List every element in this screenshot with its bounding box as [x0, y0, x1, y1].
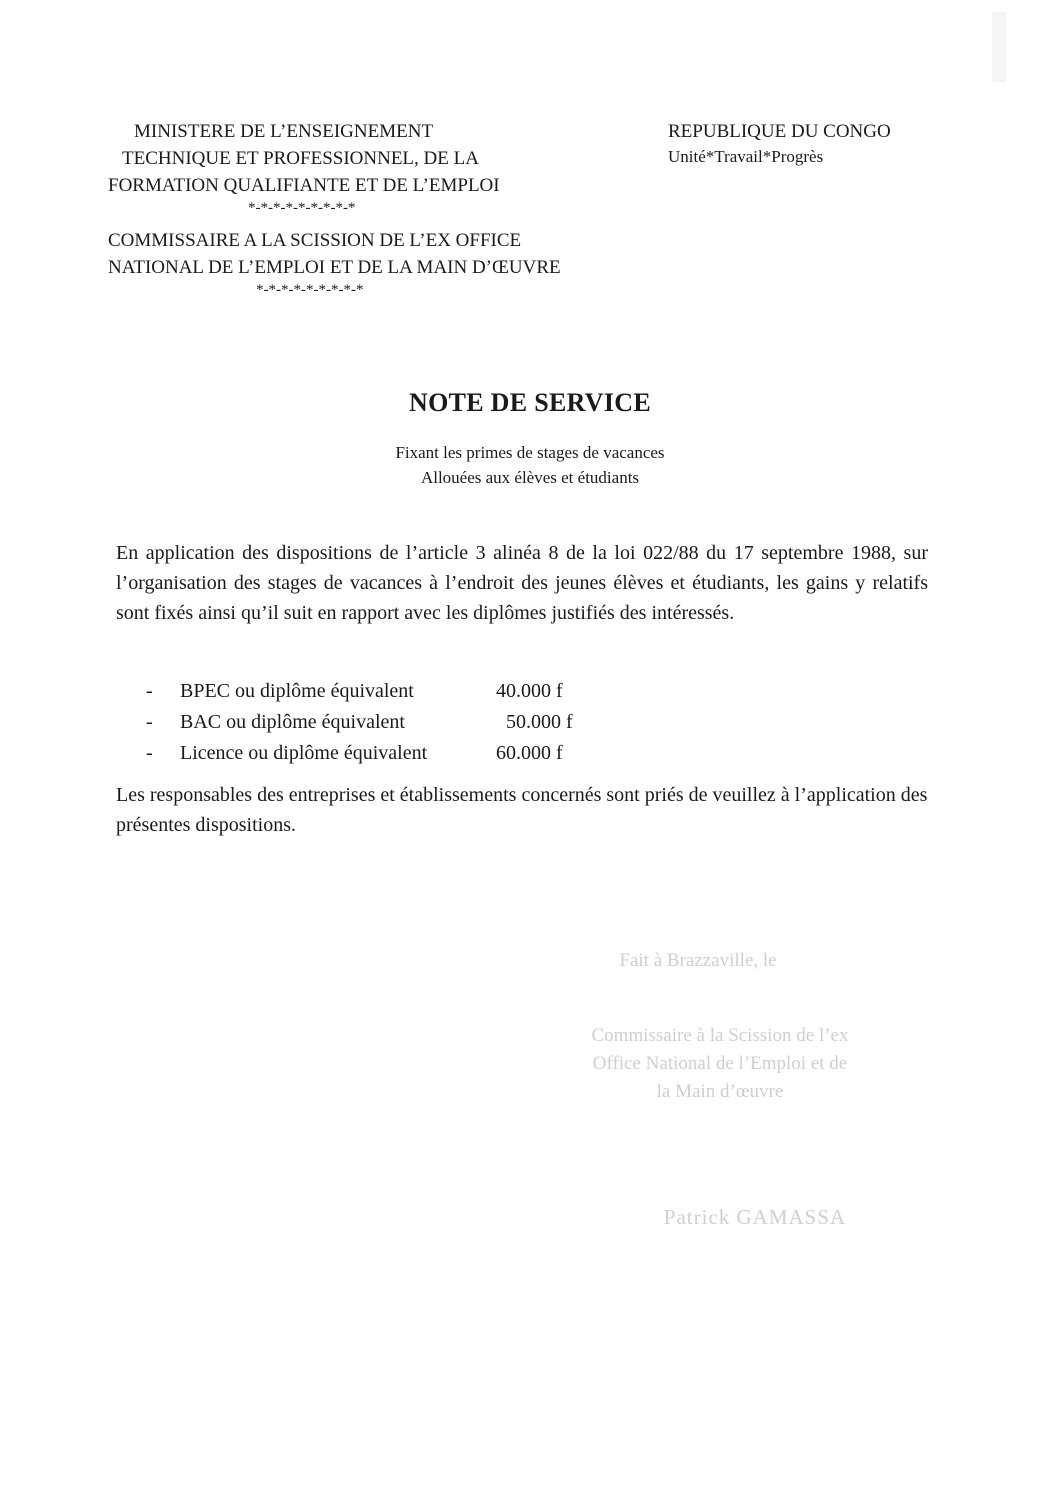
body-paragraph: Les responsables des entreprises et établissements concernés sont priés de veuillez à l’application des présentes dispositions.	[116, 784, 928, 836]
list-item	[146, 676, 573, 707]
body-paragraph: En application des dispositions de l’article 3 alinéa 8 de la loi 022/88 du 17 septembre 1988, sur l’organisation des stages de vacances à l’endroit des jeunes élèves et étudiants, les gains y relatifs sont fixés ainsi qu’il suit en rapport avec les diplômes justifiés des intéressés.	[116, 542, 928, 624]
diploma-label: BAC ou diplôme équivalent	[180, 711, 405, 733]
diploma-label: BPEC ou diplôme équivalent	[180, 680, 414, 702]
prime-amount: 50.000 f	[506, 711, 573, 733]
signature-role-line: Commissaire à la Scission de l’ex	[591, 1025, 849, 1046]
list-dash: -	[146, 742, 153, 764]
header-separator: *-*-*-*-*-*-*-*-*	[256, 282, 364, 298]
signature-place-date: Fait à Brazzaville, le	[619, 950, 777, 971]
signatory-name: Patrick GAMASSA	[663, 1205, 847, 1229]
header-separator: *-*-*-*-*-*-*-*-*	[248, 200, 356, 216]
commission-line: NATIONAL DE L’EMPLOI ET DE LA MAIN D’ŒUVRE	[108, 257, 561, 278]
document-subtitle	[0, 440, 1060, 490]
republic-motto: Unité*Travail*Progrès	[668, 147, 824, 166]
signature-role	[540, 1022, 900, 1106]
ministry-line: MINISTERE DE L’ENSEIGNEMENT	[134, 121, 434, 142]
list-item	[146, 707, 573, 738]
scan-edge-mark	[992, 12, 1006, 82]
diploma-label: Licence ou diplôme équivalent	[180, 742, 428, 764]
ministry-line: TECHNIQUE ET PROFESSIONNEL, DE LA	[122, 148, 479, 169]
list-dash: -	[146, 680, 153, 702]
subtitle-line: Allouées aux élèves et étudiants	[420, 468, 640, 487]
ministry-header	[108, 118, 668, 299]
document-title: NOTE DE SERVICE	[409, 388, 651, 417]
commission-line: COMMISSAIRE A LA SCISSION DE L’EX OFFICE	[108, 230, 522, 251]
subtitle-line: Fixant les primes de stages de vacances	[395, 443, 665, 462]
signature-role-line: Office National de l’Emploi et de	[592, 1053, 848, 1074]
prime-amount: 60.000 f	[496, 742, 563, 764]
prime-amount: 40.000 f	[496, 680, 563, 702]
list-item	[146, 738, 573, 769]
ministry-line: FORMATION QUALIFIANTE ET DE L’EMPLOI	[108, 175, 500, 196]
signature-role-line: la Main d’œuvre	[656, 1081, 784, 1102]
republic-name: REPUBLIQUE DU CONGO	[668, 121, 891, 142]
prime-list	[146, 676, 573, 769]
list-dash: -	[146, 711, 153, 733]
republic-header	[668, 118, 968, 169]
